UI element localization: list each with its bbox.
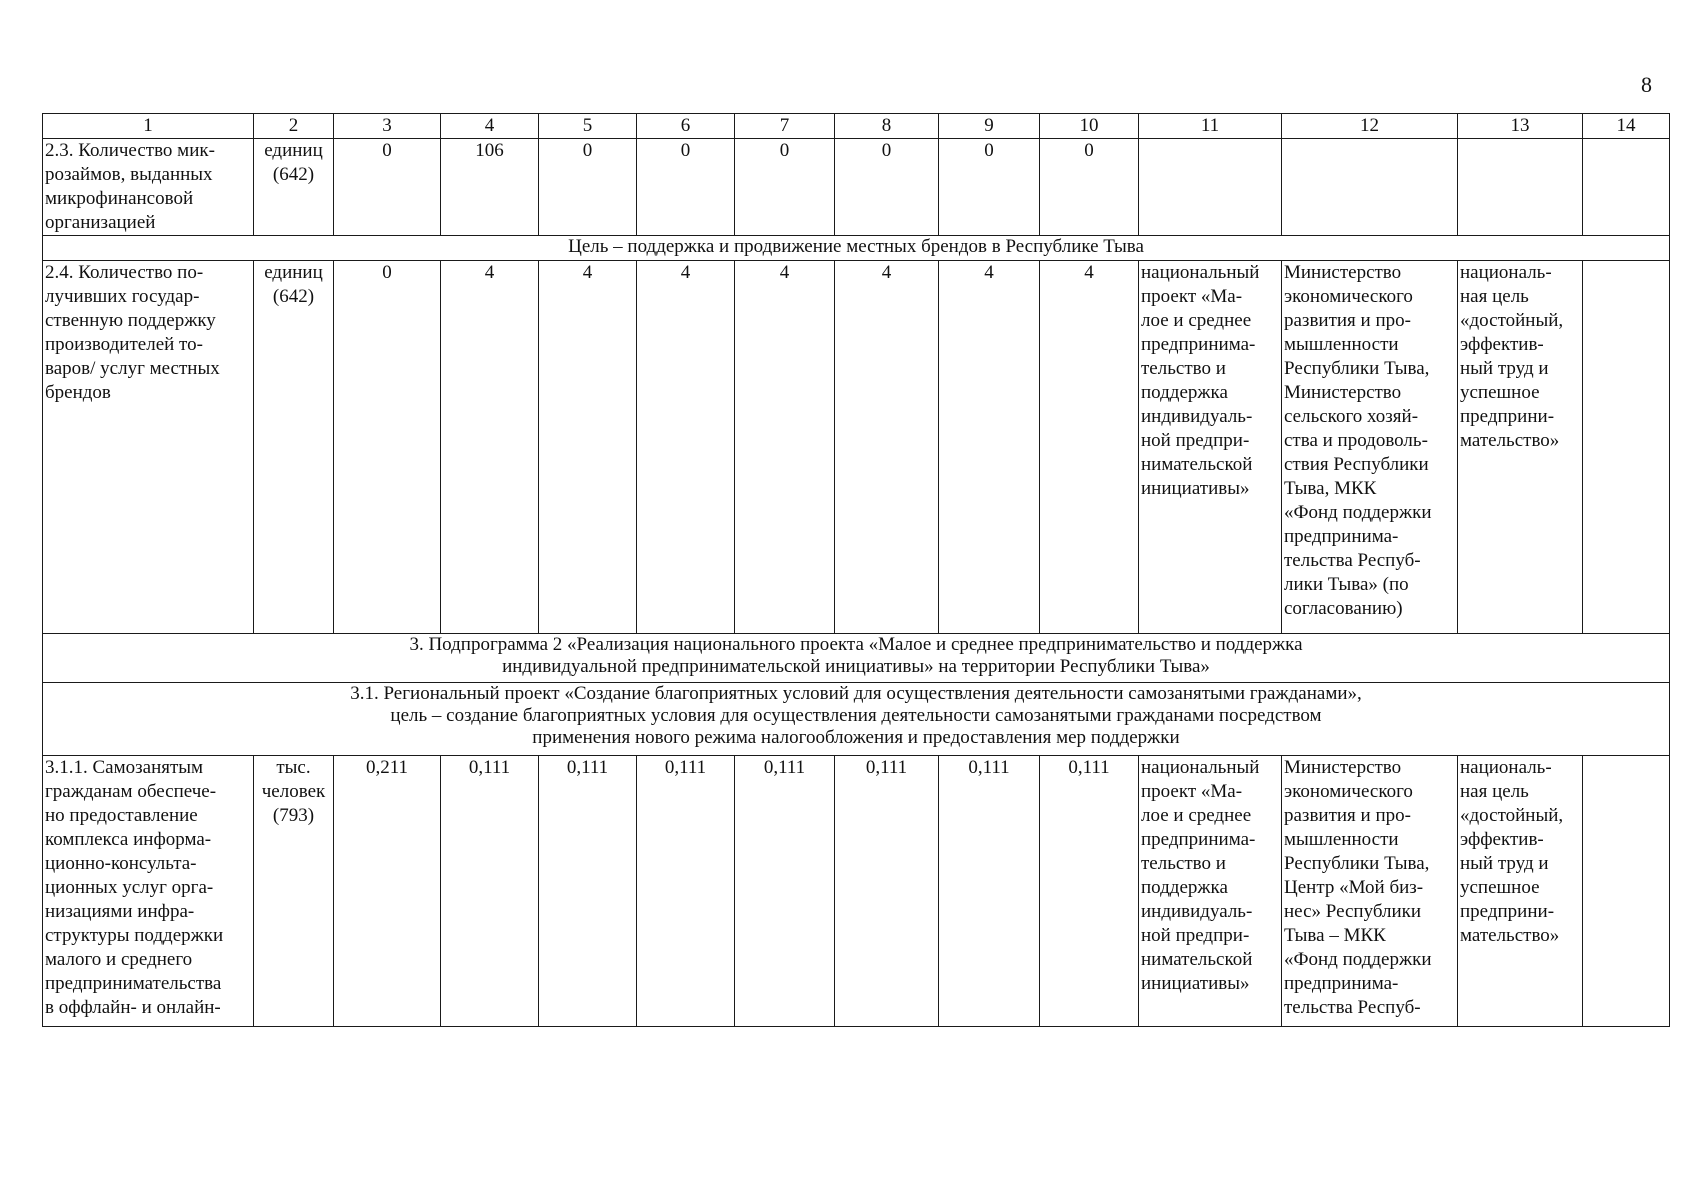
column-number: 6	[637, 114, 735, 139]
project-cell: национальный проект «Ма- лое и среднее предпринима- тельство и поддержка индивидуаль- ной предпри- нимательской инициативы»	[1139, 756, 1282, 1027]
column-number: 4	[441, 114, 539, 139]
empty-cell	[1282, 139, 1458, 236]
national-goal-cell: националь- ная цель «достойный, эффектив- ный труд и успешное предприни- мательство»	[1458, 261, 1583, 634]
value-cell: 0	[939, 139, 1040, 236]
responsible-cell: Министерство экономического развития и про- мышленности Республики Тыва, Центр «Мой биз- нес» Республики Тыва – МКК «Фонд поддержки предпринима- тельства Респуб-	[1282, 756, 1458, 1027]
indicators-table	[42, 113, 1670, 1027]
value-cell: 0,111	[1040, 756, 1139, 1027]
value-cell: 4	[835, 261, 939, 634]
empty-cell	[1139, 139, 1282, 236]
unit-cell: тыс. человек (793)	[254, 756, 334, 1027]
page-number: 8	[1641, 72, 1652, 97]
column-number: 9	[939, 114, 1040, 139]
table-row	[43, 139, 1670, 236]
empty-cell	[1583, 261, 1670, 634]
section-row	[43, 683, 1670, 756]
table-row	[43, 261, 1670, 634]
value-cell: 4	[735, 261, 835, 634]
value-cell: 0	[334, 139, 441, 236]
column-number: 1	[43, 114, 254, 139]
column-number: 8	[835, 114, 939, 139]
value-cell: 4	[441, 261, 539, 634]
value-cell: 0,111	[441, 756, 539, 1027]
empty-cell	[1583, 139, 1670, 236]
value-cell: 0,211	[334, 756, 441, 1027]
column-number: 10	[1040, 114, 1139, 139]
empty-cell	[1458, 139, 1583, 236]
goal-heading: Цель – поддержка и продвижение местных брендов в Республике Тыва	[43, 236, 1670, 261]
value-cell: 0,111	[539, 756, 637, 1027]
value-cell: 0	[735, 139, 835, 236]
section-row	[43, 634, 1670, 683]
value-cell: 4	[1040, 261, 1139, 634]
section-row	[43, 236, 1670, 261]
regional-project-heading: 3.1. Региональный проект «Создание благоприятных условий для осуществления деятельности самозанятыми гражданами», цель – создание благоприятных условия для осуществления деятельности самозанятыми гражданами посредством применения нового режима налогообложения и предоставления мер поддержки	[43, 683, 1670, 756]
unit-cell: единиц (642)	[254, 139, 334, 236]
value-cell: 4	[939, 261, 1040, 634]
value-cell: 0,111	[637, 756, 735, 1027]
table-row	[43, 756, 1670, 1027]
column-number: 11	[1139, 114, 1282, 139]
value-cell: 4	[637, 261, 735, 634]
column-number: 13	[1458, 114, 1583, 139]
value-cell: 0,111	[939, 756, 1040, 1027]
value-cell: 0	[1040, 139, 1139, 236]
column-number: 5	[539, 114, 637, 139]
subprogram-heading: 3. Подпрограмма 2 «Реализация национального проекта «Малое и среднее предпринимательство и поддержка индивидуальной предпринимательской инициативы» на территории Республики Тыва»	[43, 634, 1670, 683]
column-number: 3	[334, 114, 441, 139]
column-number-row	[43, 114, 1670, 139]
value-cell: 0,111	[735, 756, 835, 1027]
indicator-name: 2.4. Количество по- лучивших государ- ственную поддержку производителей то- варов/ услуг местных брендов	[43, 261, 254, 634]
empty-cell	[1583, 756, 1670, 1027]
value-cell: 4	[539, 261, 637, 634]
column-number: 2	[254, 114, 334, 139]
column-number: 12	[1282, 114, 1458, 139]
value-cell: 0,111	[835, 756, 939, 1027]
value-cell: 0	[835, 139, 939, 236]
value-cell: 0	[539, 139, 637, 236]
project-cell: национальный проект «Ма- лое и среднее предпринима- тельство и поддержка индивидуаль- ной предпри- нимательской инициативы»	[1139, 261, 1282, 634]
column-number: 14	[1583, 114, 1670, 139]
unit-cell: единиц (642)	[254, 261, 334, 634]
indicator-name: 3.1.1. Самозанятым гражданам обеспече- но предоставление комплекса информа- ционно-консульта- ционных услуг орга- низациями инфра- структуры поддержки малого и среднего предпринимательства в оффлайн- и онлайн-	[43, 756, 254, 1027]
indicator-name: 2.3. Количество мик- розаймов, выданных микрофинансовой организацией	[43, 139, 254, 236]
value-cell: 0	[637, 139, 735, 236]
value-cell: 0	[334, 261, 441, 634]
value-cell: 106	[441, 139, 539, 236]
column-number: 7	[735, 114, 835, 139]
responsible-cell: Министерство экономического развития и про- мышленности Республики Тыва, Министерство сельского хозяй- ства и продоволь- ствия Республики Тыва, МКК «Фонд поддержки предпринима- тельства Респуб- лики Тыва» (по согласованию)	[1282, 261, 1458, 634]
national-goal-cell: националь- ная цель «достойный, эффектив- ный труд и успешное предприни- мательство»	[1458, 756, 1583, 1027]
